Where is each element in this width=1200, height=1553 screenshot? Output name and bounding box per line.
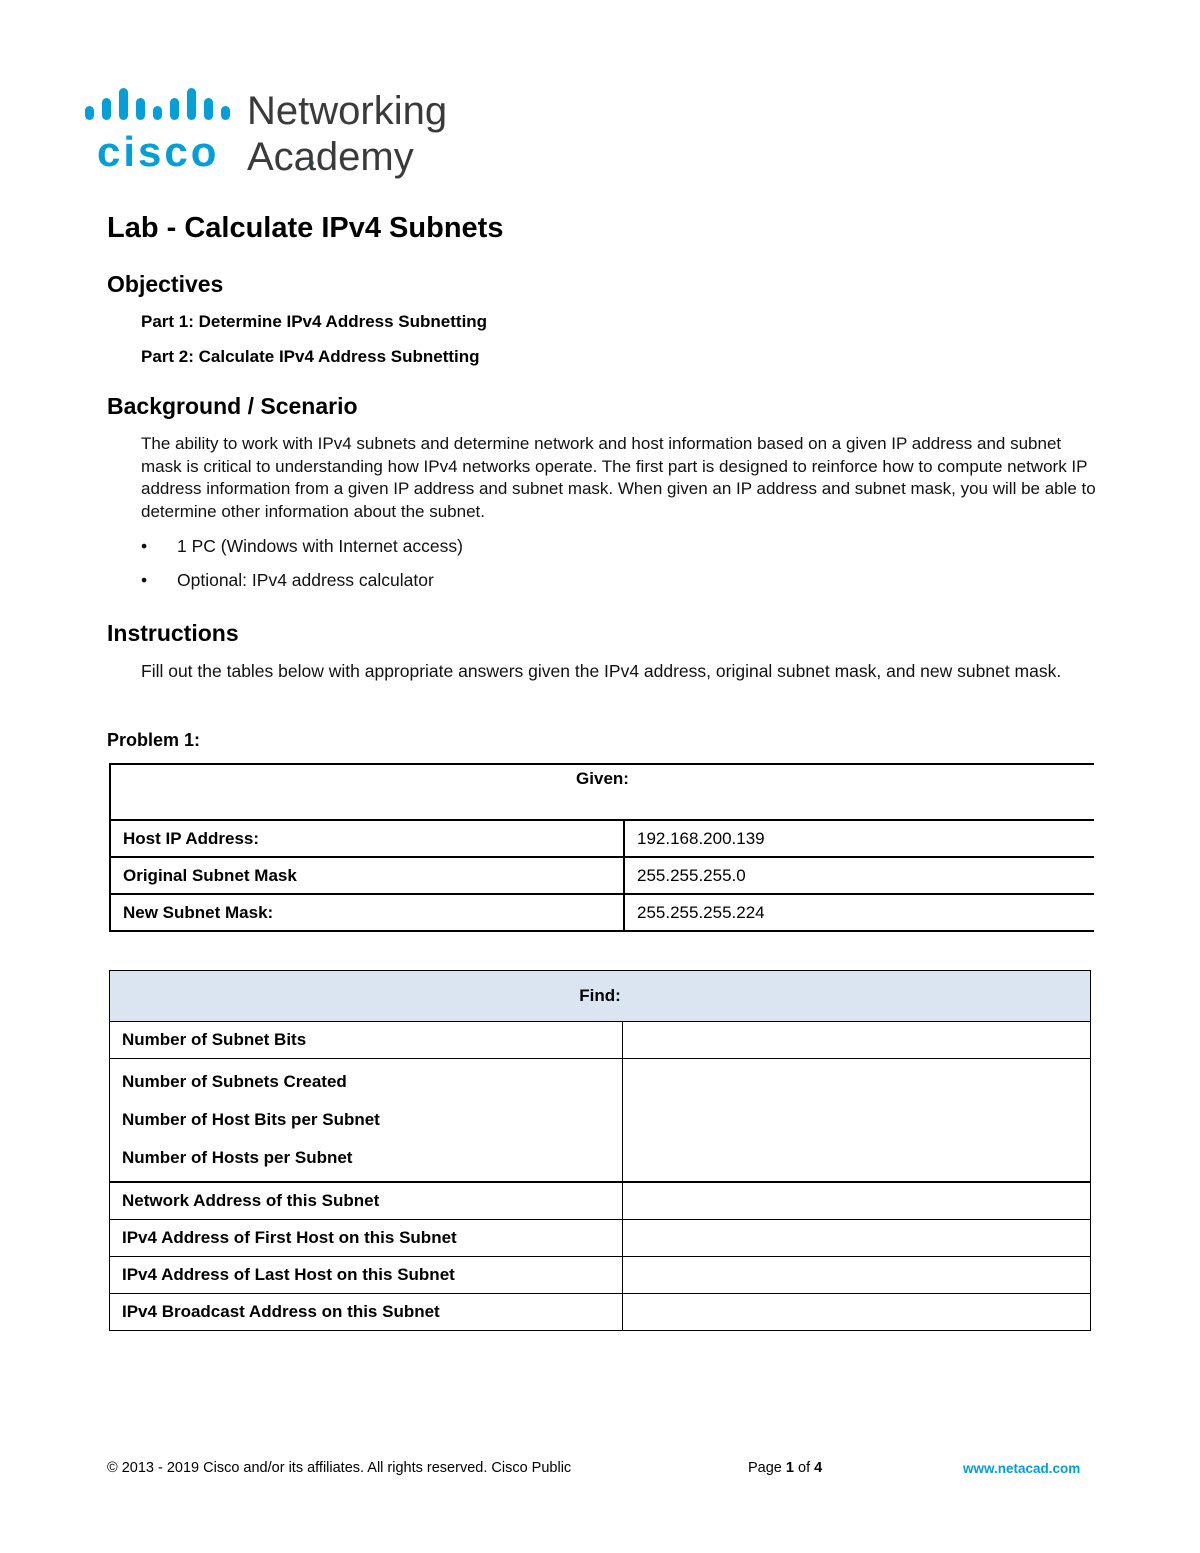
find-label-group — [110, 1059, 623, 1183]
page-total: 4 — [814, 1460, 823, 1476]
table-header-row — [110, 764, 1094, 820]
answer-cell-broadcast[interactable] — [623, 1294, 1091, 1331]
problem-label: Problem 1: — [107, 730, 201, 750]
instructions-paragraph: Fill out the tables below with appropriate answers given the IPv4 address, original subnet mask, and new subnet mask. — [141, 661, 1062, 681]
find-label-subnets-created: Number of Subnets Created — [122, 1072, 347, 1091]
footer-copyright: © 2013 - 2019 Cisco and/or its affiliates. All rights reserved. Cisco Public — [107, 1460, 572, 1476]
objectives-heading: Objectives — [107, 271, 224, 297]
page-title: Lab - Calculate IPv4 Subnets — [107, 212, 504, 244]
given-header: Given: — [110, 764, 1094, 820]
list-item-text: 1 PC (Windows with Internet access) — [177, 536, 463, 556]
given-value-new-mask: 255.255.255.224 — [624, 894, 1094, 931]
given-value-host-ip: 192.168.200.139 — [624, 820, 1094, 857]
background-paragraph: The ability to work with IPv4 subnets and determine network and host information based on a given IP address and subnet mask is critical to understanding how IPv4 networks operate. The first part is designed to reinforce how to compute network IP address information from a given IP address and subnet mask. When given an IP address and subnet mask, you will be able to determine other information about the subnet. — [141, 434, 1096, 522]
answer-cell-last-host[interactable] — [623, 1257, 1091, 1294]
find-table — [109, 970, 1091, 1331]
find-label-last-host: IPv4 Address of Last Host on this Subnet — [110, 1257, 623, 1294]
find-label-first-host: IPv4 Address of First Host on this Subnet — [110, 1220, 623, 1257]
cisco-wordmark: cisco — [97, 128, 220, 175]
table-row — [110, 820, 1094, 857]
find-header: Find: — [110, 971, 1091, 1022]
page-of: of — [793, 1460, 815, 1476]
list-item — [141, 570, 434, 591]
table-row — [110, 1257, 1091, 1294]
footer-url-link[interactable]: www.netacad.com — [963, 1461, 1081, 1476]
logo-line-academy: Academy — [247, 135, 414, 179]
find-label-broadcast: IPv4 Broadcast Address on this Subnet — [110, 1294, 623, 1331]
table-row — [110, 1059, 1091, 1183]
background-heading: Background / Scenario — [107, 393, 358, 419]
table-row — [110, 1294, 1091, 1331]
table-header-row — [110, 971, 1091, 1022]
cisco-bars-icon — [85, 86, 235, 126]
objective-part-1: Part 1: Determine IPv4 Address Subnetting — [141, 312, 488, 331]
table-row — [110, 1220, 1091, 1257]
cisco-networking-academy-logo — [85, 86, 475, 182]
given-label-host-ip: Host IP Address: — [110, 820, 624, 857]
academy-name — [247, 88, 447, 180]
bullet-icon: • — [141, 536, 148, 556]
given-value-original-mask: 255.255.255.0 — [624, 857, 1094, 894]
find-label-network-address: Network Address of this Subnet — [110, 1182, 623, 1220]
answer-cell-subnet-host-group[interactable] — [623, 1059, 1091, 1183]
find-label-hosts-per-subnet: Number of Hosts per Subnet — [122, 1148, 353, 1167]
answer-cell-network-address[interactable] — [623, 1182, 1091, 1220]
list-item — [141, 536, 463, 557]
table-row — [110, 1022, 1091, 1059]
given-label-original-mask: Original Subnet Mask — [110, 857, 624, 894]
table-row — [110, 1182, 1091, 1220]
objective-part-2: Part 2: Calculate IPv4 Address Subnetting — [141, 347, 480, 366]
page-prefix: Page — [748, 1460, 786, 1476]
answer-cell-subnet-bits[interactable] — [623, 1022, 1091, 1059]
find-label-subnet-bits: Number of Subnet Bits — [110, 1022, 623, 1059]
list-item-text: Optional: IPv4 address calculator — [177, 570, 434, 590]
page-current: 1 — [785, 1460, 794, 1476]
instructions-heading: Instructions — [107, 620, 239, 646]
given-table — [109, 763, 1094, 932]
logo-line-networking: Networking — [247, 89, 448, 133]
table-row — [110, 857, 1094, 894]
footer-page-number — [748, 1460, 822, 1476]
given-label-new-mask: New Subnet Mask: — [110, 894, 624, 931]
bullet-icon: • — [141, 570, 148, 590]
table-row — [110, 894, 1094, 931]
answer-cell-first-host[interactable] — [623, 1220, 1091, 1257]
find-label-host-bits: Number of Host Bits per Subnet — [122, 1110, 380, 1129]
